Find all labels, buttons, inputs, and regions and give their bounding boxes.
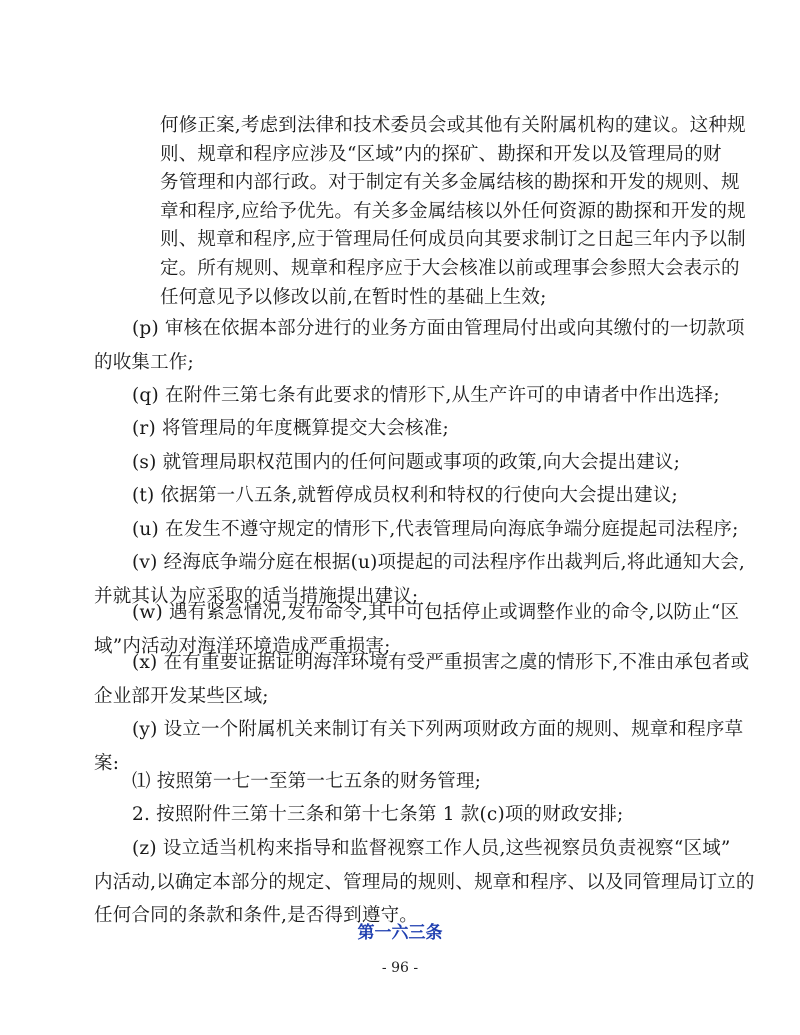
text-line: (s) 就管理局职权范围内的任何问题或事项的政策,向大会提出建议; (132, 452, 681, 473)
text-line: 企业部开发某些区域; (94, 685, 269, 707)
text-line: 内活动,以确定本部分的规定、管理局的规则、规章和程序、以及同管理局订立的 (94, 871, 755, 893)
text-line: (r) 将管理局的年度概算提交大会核准; (132, 418, 449, 439)
text-line: (u) 在发生不遵守规定的情形下,代表管理局向海底争端分庭提起司法程序; (132, 519, 739, 540)
page-number: - 96 - (381, 960, 419, 976)
text-line: (y) 设立一个附属机关来制订有关下列两项财政方面的规则、规章和程序草 (132, 719, 744, 740)
item-x (94, 646, 750, 713)
subitem-1 (94, 765, 706, 799)
item-q (94, 379, 720, 413)
text-line: (v) 经海底争端分庭在根据(u)项提起的司法程序作出裁判后,将此通知大会, (132, 552, 745, 573)
text-line: (p) 审核在依据本部分进行的业务方面由管理局付出或向其缴付的一切款项 (132, 318, 745, 339)
text-line: 的收集工作; (94, 351, 194, 373)
text-line: (z) 设立适当机构来指导和监督视察工作人员,这些视察员负责视察“区域” (132, 838, 731, 859)
text-line: 案: (94, 752, 120, 774)
item-z (94, 832, 755, 933)
text-line: 2. 按照附件三第十三条和第十七条第 1 款(c)项的财政安排; (132, 804, 624, 825)
text-line: 域”内活动对海洋环境造成严重损害; (94, 635, 391, 657)
text-line: (x) 在有重要证据证明海洋环境有受严重损害之虞的情形下,不准由承包者或 (132, 652, 750, 673)
text-line: (w) 遇有紧急情况,发布命令,其中可包括停止或调整作业的命令,以防止“区 (132, 602, 740, 623)
item-u (94, 513, 739, 547)
text-line: 任何合同的条款和条件,是否得到遵守。 (94, 905, 418, 926)
text-line: (q) 在附件三第七条有此要求的情形下,从生产许可的申请者中作出选择; (132, 385, 720, 406)
text-line: 定。所有规则、规章和程序应于大会核准以前或理事会参照大会表示的 (160, 257, 740, 279)
item-s (94, 446, 706, 480)
text-line: 并就其认为应采取的适当措施提出建议; (94, 585, 419, 607)
text-line: 则、规章和程序,应于管理局任何成员向其要求制订之日起三年内予以制 (160, 229, 746, 251)
article-heading: 第一六三条 (357, 923, 443, 943)
intro-paragraph (160, 112, 746, 312)
text-line: (t) 依据第一八五条,就暂停成员权利和特权的行使向大会提出建议; (132, 485, 678, 506)
item-p (94, 312, 745, 379)
item-t (94, 479, 706, 513)
text-line: 章和程序,应给予优先。有关多金属结核以外任何资源的勘探和开发的规 (160, 200, 746, 222)
text-line: 务管理和内部行政。对于制定有关多金属结核的勘探和开发的规则、规 (160, 172, 740, 194)
item-r (94, 412, 706, 446)
text-line: ⑴ 按照第一七一至第一七五条的财务管理; (132, 771, 482, 792)
text-line: 何修正案,考虑到法律和技术委员会或其他有关附属机构的建议。这种规 (160, 115, 746, 136)
text-line: 则、规章和程序应涉及“区域”内的探矿、勘探和开发以及管理局的财 (160, 143, 722, 165)
subitem-2 (94, 798, 706, 832)
text-line: 任何意见予以修改以前,在暂时性的基础上生效; (160, 286, 547, 308)
